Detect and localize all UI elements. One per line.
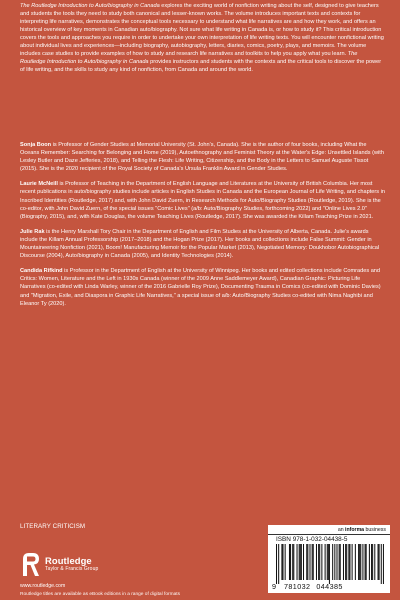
barcode-bar xyxy=(355,544,356,580)
barcode-bar xyxy=(348,544,349,580)
barcode-digits xyxy=(272,582,386,591)
barcode-right-digits: 044385 xyxy=(316,582,343,591)
barcode-panel xyxy=(268,525,390,593)
author-bio xyxy=(20,141,386,173)
barcode-bar xyxy=(358,544,359,580)
barcode-left-digits: 781032 xyxy=(284,582,311,591)
book-description xyxy=(20,2,384,74)
barcode-bar xyxy=(301,544,302,580)
author-bio-text: is Professor of Gender Studies at Memorial University (St. John's, Canada). She is the author of four books, including What the Oceans Remember: Searching for Belonging and Home (2019), Autoethnography and Feminist Theory at the Water's Edge: Unsettled Islands (with Lesley Butler and Daze Jefferies, 2018), and Telling the Flesh: Life Writing, Citizenship, and the Body in the Letters to Samuel Auguste Tissot (2015). She is the 2020 recipient of the Royal Society of Canada's Ursula Franklin Award in Gender Studies. xyxy=(20,142,384,173)
barcode-bar xyxy=(360,544,361,580)
barcode-bar xyxy=(336,544,337,580)
barcode-bar xyxy=(313,544,314,580)
author-bios xyxy=(20,141,386,315)
barcode-bar xyxy=(319,544,320,580)
barcode-bar xyxy=(329,544,330,584)
barcode-bar xyxy=(325,544,326,580)
barcode-bar xyxy=(321,544,322,580)
barcode-bar xyxy=(332,544,333,580)
barcode-bar xyxy=(378,544,379,580)
barcode-bar xyxy=(300,544,301,580)
barcode-bar xyxy=(327,544,328,580)
barcode-bar xyxy=(346,544,347,580)
barcode-bar xyxy=(339,544,340,580)
description-part-2: provides instructors and students with the contexts and the critical tools to discover the power of life writing, and the skills to study any kind of nonfiction, from Canada and around the world. xyxy=(20,59,382,74)
barcode-bar xyxy=(328,544,329,580)
author-name: Laurie McNeill xyxy=(20,181,58,188)
barcode-bar xyxy=(276,544,277,584)
barcode-bar xyxy=(282,544,283,580)
author-bio-text: is Professor in the Department of English at the University of Winnipeg. Her books and edited collections include Comrades and Critics: Women, Literature and the Left in 1930s Canada (winner of the 2009 Anne Saddlemeyer Award), Canadian Graphic: Picturing Life Narratives (co-edited with Linda Warley, winner of the 2016 Gabrielle Roy Prize), Documenting Trauma in Comics (co-edited with Dominic Davies) and "Migration, Exile, and Diaspora in Graphic Life Narratives," a special issue of a/b: Auto/Biography Studies co-edited with Nima Naghibi and Eleanor Ty (2020). xyxy=(20,268,381,307)
barcode-bar xyxy=(374,544,375,580)
barcode-bar xyxy=(379,544,380,580)
barcode-bar xyxy=(307,544,308,580)
barcode-bar xyxy=(309,544,310,580)
barcode-bar xyxy=(362,544,363,580)
barcode-bar xyxy=(352,544,353,580)
barcode-bar xyxy=(285,544,286,580)
publisher-logo xyxy=(20,551,140,581)
barcode-lead-digit: 9 xyxy=(272,582,277,591)
barcode-bar xyxy=(278,544,279,584)
barcode-bar xyxy=(343,544,344,580)
barcode-bar xyxy=(371,544,372,580)
barcode-bar xyxy=(345,544,346,580)
barcode-bar xyxy=(297,544,298,580)
informa-prefix: an xyxy=(337,526,346,533)
author-name: Sonja Boon xyxy=(20,142,52,148)
subject-category: LITERARY CRITICISM xyxy=(20,523,86,530)
barcode-bar xyxy=(372,544,373,580)
barcode-bar xyxy=(299,544,300,580)
barcode-bar xyxy=(318,544,319,580)
barcode-header xyxy=(268,525,390,535)
barcode-bar xyxy=(359,544,360,580)
ebook-note: Routledge titles are available as eBook editions in a range of digital formats xyxy=(20,592,180,597)
informa-brand: informa xyxy=(345,526,365,533)
barcode-bar xyxy=(369,544,370,580)
barcode-bar xyxy=(290,544,291,580)
author-bio-text: is the Henry Marshall Tory Chair in the Department of English and Film Studies at the University of Alberta, Canada. Julie's awards include the Killam Annual Professorship (2017–2018) and the Hogan Prize (2017). Her books and collections include False Summit: Gender in Mountaineering Nonfiction (2021), Boom! Manufacturing Memoir for the Popular Market (2013), Negotiated Memory: Doukhobor Autobiographical Discourse (2004), Auto/biography in Canada (2005), and Identity Technologies (2014). xyxy=(20,228,380,260)
informa-suffix: business xyxy=(364,526,386,533)
barcode-bar xyxy=(303,544,304,580)
author-bio xyxy=(20,228,386,260)
barcode-bar xyxy=(366,544,367,580)
isbn-barcode xyxy=(276,544,384,584)
barcode-bar xyxy=(349,544,350,580)
publisher-name: Routledge xyxy=(45,555,92,566)
routledge-logo-icon xyxy=(20,551,42,578)
barcode-bar xyxy=(316,544,317,580)
author-bio xyxy=(20,267,386,307)
barcode-bar xyxy=(292,544,293,580)
barcode-bar xyxy=(281,544,282,580)
barcode-bar xyxy=(383,544,384,584)
barcode-bar xyxy=(312,544,313,580)
barcode-bar xyxy=(293,544,294,580)
isbn-label: ISBN 978-1-032-04438-5 xyxy=(276,536,348,543)
barcode-bar xyxy=(306,544,307,580)
author-bio-text: is Professor of Teaching in the Department of English Language and Literatures at the University of British Columbia. Her most recent publications in auto/biography studies include articles in English Studies in Canada and the European Journal of Life Writing, and chapters in Inscribed Identities (Routledge, 2017) and, with John David Zuern, in Research Methods for Auto/Biography Studies (Routledge, 2019). She is the co-editor, with John David Zuern, of the special issues "Comic Lives" (a/b: Auto/Biography Studies, forthcoming 2022) and "Online Lives 2.0" (Biography, 2015), and, with Kate Douglas, the volume Teaching Lives (Routledge, 2017). She was awarded the Killam Teaching Prize in 2021. xyxy=(20,181,385,220)
barcode-bar xyxy=(365,544,366,580)
publisher-group: Taylor & Francis Group xyxy=(45,566,99,572)
author-bio xyxy=(20,180,386,220)
book-title-italic: The Routledge Introduction to Auto/biography in Canada xyxy=(20,3,160,9)
publisher-website: www.routledge.com xyxy=(20,583,66,589)
barcode-bar xyxy=(289,544,290,580)
author-name: Candida Rifkind xyxy=(20,268,63,275)
book-title-italic-2: The Routledge Introduction to Auto/biography in Canada xyxy=(20,51,358,66)
barcode-bar xyxy=(340,544,341,580)
barcode-bar xyxy=(381,544,382,584)
informa-business-label xyxy=(338,527,386,533)
author-name: Julie Rak xyxy=(20,228,45,235)
description-part-1: explores the exciting world of nonfiction writing about the self, designed to give teachers and students the tools they need to study both canonical and lesser-known works. The volume introduces important texts and contexts for interpreting life narratives, demonstrates the conceptual tools necessary to understand what life narratives are and how they work, and offers an historical overview of key moments in Canadian auto/biography. Not sure what life writing in Canada is, or how to study it? This critical introduction covers the tools and approaches you require in order to undertake your own interpretation of life writing texts. You will encounter nonfictional writing about individual lives and experiences—including biography, autobiography, letters, diaries, comics, poetry, plays, and memoirs. The volume includes case studies to provide examples of how to study and research life narratives and toolkits to help you apply what you learn. xyxy=(20,3,384,58)
barcode-bar xyxy=(334,544,335,580)
